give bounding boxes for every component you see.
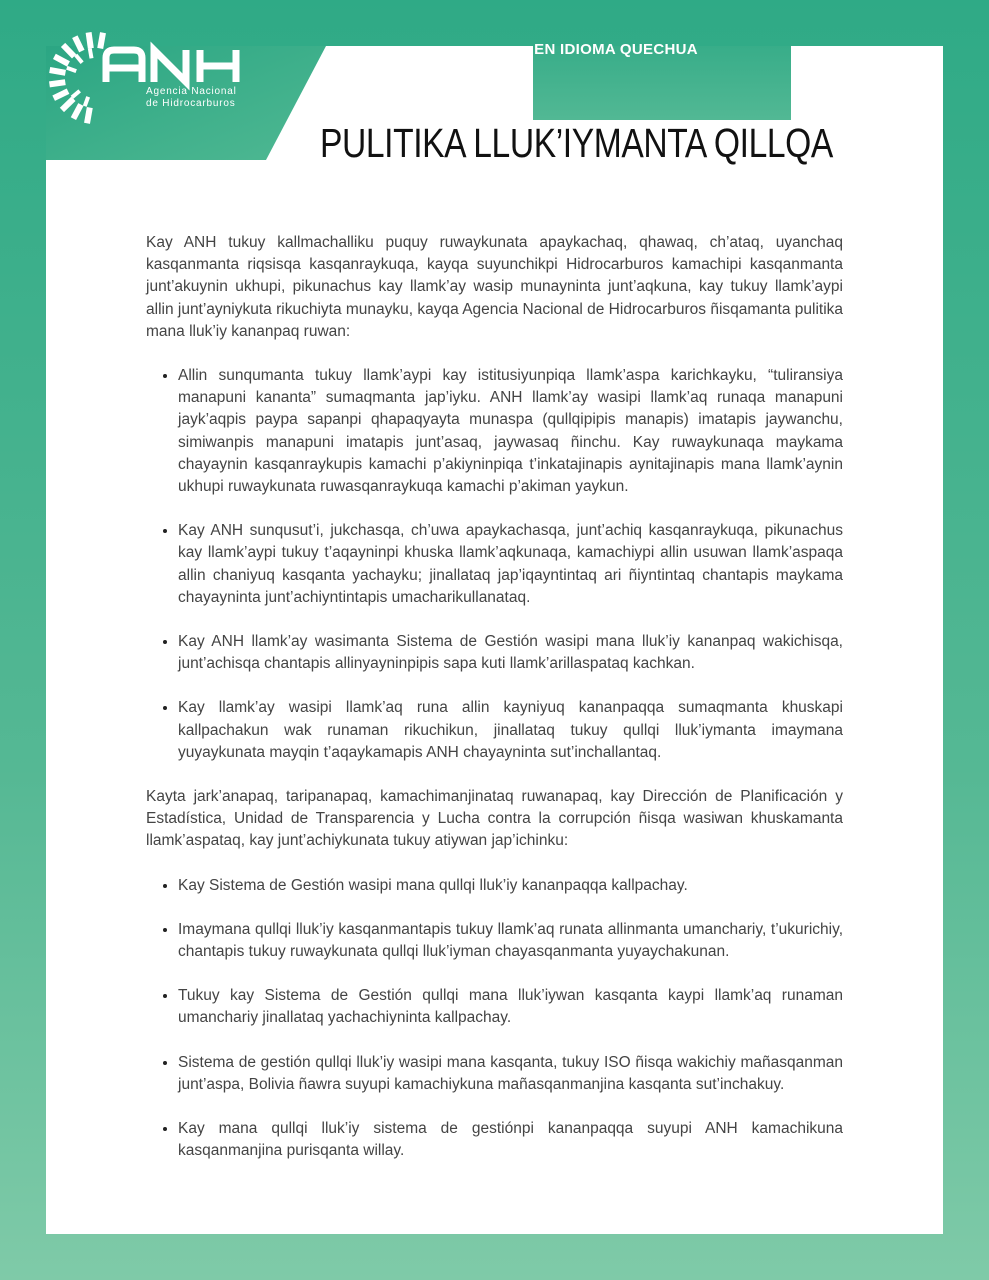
list-item: • Kay mana qullqi lluk’iy sistema de gestiónpi kananpaqqa suyupi ANH kamachikuna kasqanmanjina purisqanta willay. [178, 1118, 843, 1162]
list-item: • Kay llamk’ay wasipi llamk’aq runa allin kayniyuq kananpaqqa sumaqmanta khuskapi kallpachakun wak runaman rikuchikun, jinallataq tukuy qullqi lluk’iymanta imaymana yuyaykunata mayqin t’aqaykamapis ANH chayayninta sut’inchallantaq. [178, 697, 843, 764]
list-item: • Kay Sistema de Gestión wasipi mana qullqi lluk’iy kananpaqqa kallpachay. [178, 875, 843, 897]
logo-wordmark [146, 86, 237, 110]
page-title: PULITIKA LLUK’IYMANTA QILLQA [320, 120, 833, 166]
list-item: • Allin sunqumanta tukuy llamk’aypi kay istitusiyunpiqa llamk’aspa karichkayku, “tuliransiya manapuni kananta” sumaqmanta jap’iyku. ANH llamk’ay wasipi llamk’aq runaqa manapuni jayk’aqpis paypa sapanpi qhapaqyayta munaspa (qullqipipis manapis) imatapis jaywanchu, simiwanpis manapuni imatapis junt’asaq, jaywasaq ñinchu. Kay ruwaykunaqa maykama chayaynin kasqanraykupis kamachi p’akiyninpiqa t’inkatajinapis aynitajinapis mana llamk’aynin ukhupi ruwaykunata ruwasqanraykuqa kamachi p’akiman yaykun. [178, 365, 843, 498]
logo-line-1: Agencia Nacional [146, 86, 237, 97]
policy-body [146, 232, 843, 1185]
list-item: • Imaymana qullqi lluk’iy kasqanmantapis tukuy llamk’aq runata allinmanta umanchariy, t’ukurichiy, chantapis tukuy ruwaykunata qullqi lluk’iyman chayasqanmanta yuyaychakunan. [178, 919, 843, 963]
middle-paragraph: Kayta jark’anapaq, taripanapaq, kamachimanjinataq ruwanapaq, kay Dirección de Planificación y Estadística, Unidad de Transparencia y Lucha contra la corrupción ñisqa wasiwan khuskamanta llamk’aspataq, kay junt’achiykunata tukuy atiywan jap’ichinku: [146, 788, 843, 850]
anh-logo-icon [40, 30, 270, 130]
list-item: • Tukuy kay Sistema de Gestión qullqi mana lluk’iywan kasqanta kaypi llamk’aq runaman umanchariy jinallataq yachachiyninta kallpachay. [178, 985, 843, 1029]
intro-paragraph: Kay ANH tukuy kallmachalliku puquy ruwaykunata apaykachaq, qhawaq, ch’ataq, uyanchaq kasqanmanta riqsisqa kasqanraykuqa, kayqa suyunchikpi Hidrocarburos kamachipi kasqanmanta junt’akuynin ukhupi, pikunachus kay llamk’ay wasip munayninta junt’aqkuna, kay tukuy llamk’aypi allin junt’ayniykuta rikuchiyta munayku, kayqa Agencia Nacional de Hidrocarburos ñisqamanta pulitika mana lluk’iy kananpaq ruwan: [146, 234, 844, 340]
list-item: • Sistema de gestión qullqi lluk’iy wasipi mana kasqanta, tukuy ISO ñisqa wakichiy mañasqanman junt’aspa, Bolivia ñawra suyupi kamachiykuna mañasqanmanjina kasqanta sut’inchakuy. [178, 1052, 843, 1096]
actions-list [146, 875, 843, 1163]
list-item: • Kay ANH sunqusut’i, jukchasqa, ch’uwa apaykachasqa, junt’achiq kasqanraykuqa, pikunachus kay llamk’aypi tukuy t’aqayninpi khuska llamk’aqkunaqa, kamachiypi allin usuwan llamk’aspaqa allin chaniyuq kasqanta yachayku; jinallataq jap’iqayntintaq ari ñiyntintaq chantapis maykama chayayninta junt’achiyntintapis umacharikullanataq. [178, 520, 843, 609]
logo-line-2: de Hidrocarburos [146, 98, 236, 109]
list-item: • Kay ANH llamk’ay wasimanta Sistema de Gestión wasipi mana lluk’iy kananpaq wakichisqa, junt’achisqa chantapis allinyayninpipis sapa kuti llamk’arillaspataq kachkan. [178, 631, 843, 675]
language-tab-label: EN IDIOMA QUECHUA [534, 41, 698, 58]
commitment-list [146, 365, 843, 764]
